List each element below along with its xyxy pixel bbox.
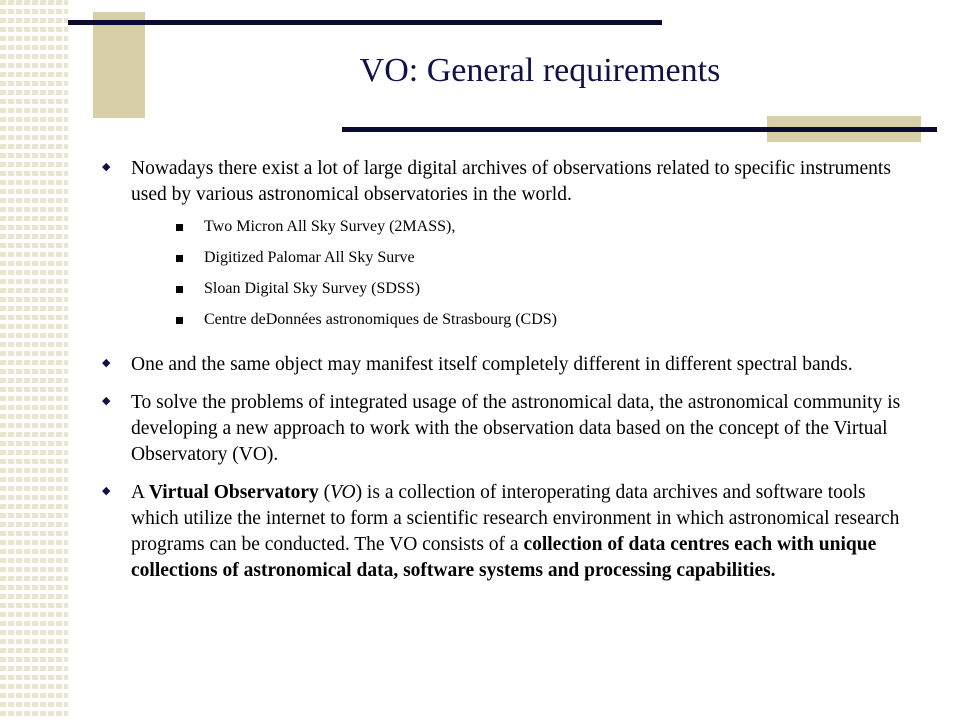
slide-body — [100, 156, 915, 596]
bullet-item — [100, 156, 915, 340]
bullet-item — [100, 480, 915, 584]
text-run: ) is a collection of interoperating data archives and software tools which utilize the internet to form a scientific research environment in which astronomical research programs can be conducted. The VO consists of a — [131, 482, 900, 555]
bullet-text: Nowadays there exist a lot of large digital archives of observations related to specific instruments used by various astronomical observatories in the world. — [131, 158, 891, 205]
bullet-item — [100, 390, 915, 468]
sub-item-text: Centre deDonnées astronomiques de Strasbourg (CDS) — [204, 311, 557, 328]
sub-item — [131, 247, 915, 278]
diamond-bullet-icon: ◆ — [102, 161, 111, 173]
striped-margin-decoration — [0, 0, 68, 720]
bullet-text: One and the same object may manifest itself completely different in different spectral bands. — [131, 354, 853, 375]
text-run: ( — [318, 482, 331, 503]
tan-block-top-decoration — [93, 12, 145, 118]
sub-list — [131, 216, 915, 340]
square-bullet-icon — [176, 255, 183, 262]
sub-item-text: Two Micron All Sky Survey (2MASS), — [204, 218, 456, 235]
square-bullet-icon — [176, 224, 183, 231]
text-run-bold: Virtual Observatory — [148, 482, 319, 503]
sub-item-text: Digitized Palomar All Sky Surve — [204, 249, 415, 266]
text-run-bold: collection of data centres each with unique collections of astronomical data, software systems and processing capabilities. — [131, 534, 877, 581]
slide-title: VO: General requirements — [359, 52, 721, 89]
bottom-rule-line — [342, 127, 937, 132]
text-run: A — [131, 482, 149, 503]
sub-item — [131, 216, 915, 247]
diamond-bullet-icon: ◆ — [102, 395, 111, 407]
text-run-italic: VO — [330, 482, 356, 503]
square-bullet-icon — [176, 317, 183, 324]
bullet-text — [131, 482, 899, 581]
top-rule-line — [68, 20, 662, 25]
diamond-bullet-icon: ◆ — [102, 357, 111, 369]
diamond-bullet-icon: ◆ — [102, 485, 111, 497]
bullet-item — [100, 352, 915, 378]
square-bullet-icon — [176, 286, 183, 293]
sub-item — [131, 278, 915, 309]
sub-item-text: Sloan Digital Sky Survey (SDSS) — [204, 280, 421, 297]
bullet-text: To solve the problems of integrated usage of the astronomical data, the astronomical community is developing a new approach to work with the observation data based on the concept of the Virtual Observatory (VO). — [131, 392, 901, 465]
sub-item — [131, 309, 915, 340]
